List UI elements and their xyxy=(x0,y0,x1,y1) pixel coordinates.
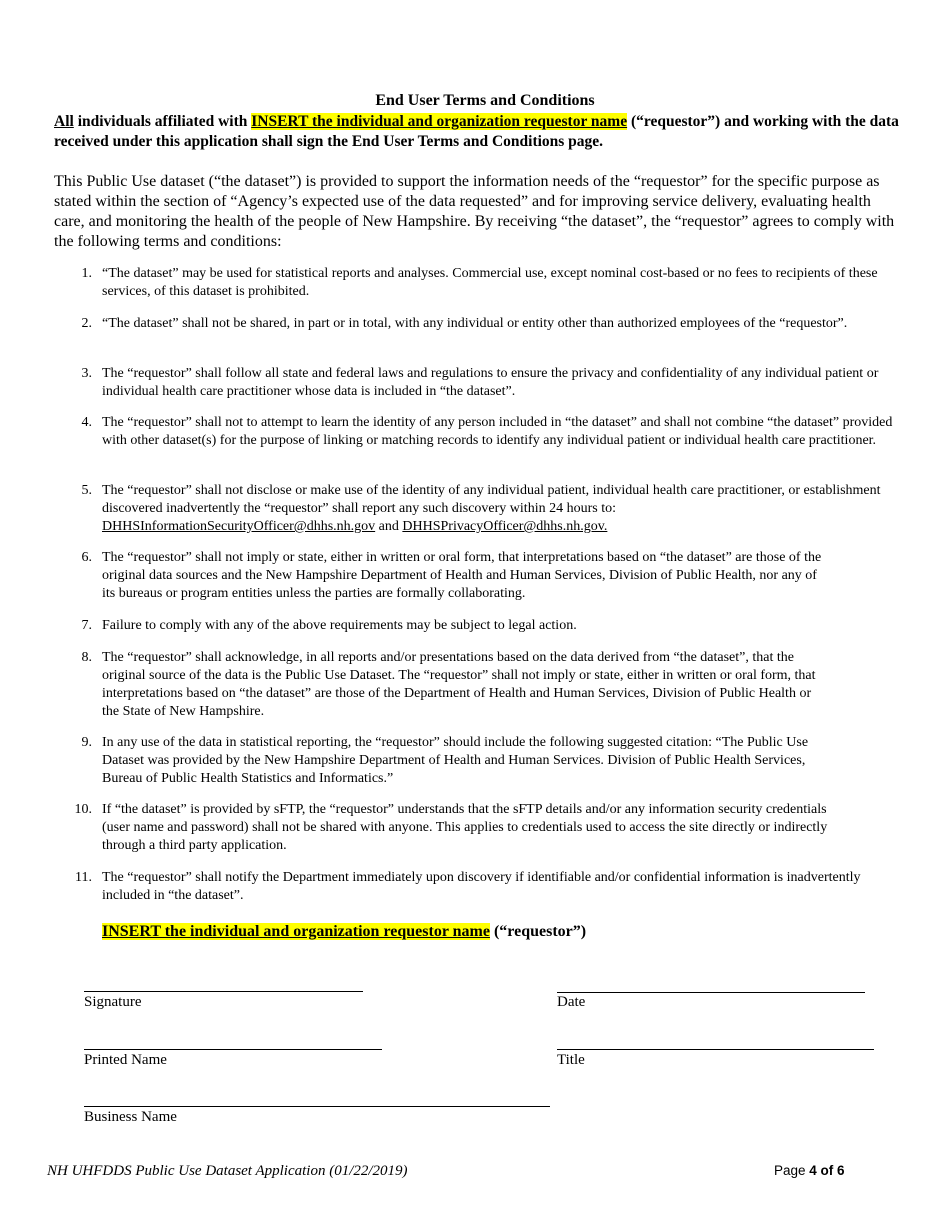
term-number: 1. xyxy=(81,266,92,281)
term-text: The “requestor” shall follow all state and federal laws and regulations to ensure the privacy and confidentiality of any individual patient or individual health care practitioner whose data is included in “the dataset”. xyxy=(102,366,879,399)
term-text: Failure to comply with any of the above requirements may be subject to legal action. xyxy=(102,618,577,633)
requestor-block xyxy=(102,922,586,942)
printed-name-label: Printed Name xyxy=(84,1052,167,1068)
requestor-name-placeholder[interactable]: INSERT the individual and organization requestor name xyxy=(251,113,628,130)
intro-paragraph: This Public Use dataset (“the dataset”) is provided to support the information needs of the “requestor” for the specific purpose as stated within the section of “Agency’s expected use of the data requested” and for improving service delivery, evaluating health care, and monitoring the health of the people of New Hampshire. By receiving “the dataset”, the “requestor” agrees to comply with the following terms and conditions: xyxy=(54,173,895,250)
footer-document-title: NH UHFDDS Public Use Dataset Application (01/22/2019) xyxy=(47,1163,408,1179)
signature-label: Signature xyxy=(84,994,142,1010)
page-number xyxy=(774,1162,845,1180)
term-text: “The dataset” may be used for statistical reports and analyses. Commercial use, except nominal cost-based or no fees to recipients of these services, of this dataset is prohibited. xyxy=(102,266,878,299)
term-5-text: The “requestor” shall not disclose or make use of the identity of any individual patient, individual health care practitioner, or establishment discovered inadvertently the “requestor” shall report any such discovery within 24 hours to: xyxy=(102,483,881,516)
date-line[interactable] xyxy=(557,992,865,993)
intro-statement xyxy=(54,112,904,152)
term-text: The “requestor” shall notify the Department immediately upon discovery if identifiable and/or confidential information is inadvertently included in “the dataset”. xyxy=(102,870,861,903)
term-number: 8. xyxy=(81,650,92,665)
term-number: 3. xyxy=(81,366,92,381)
term-text: In any use of the data in statistical reporting, the “requestor” should include the following suggested citation: “The Public Use Dataset was provided by the New Hampshire Department of Health and Human Services. Division of Public Health Services, Bureau of Public Health Statistics and Informatics.” xyxy=(102,735,809,786)
requestor-name-placeholder-2[interactable]: INSERT the individual and organization requestor name xyxy=(102,923,490,940)
term-number: 7. xyxy=(81,618,92,633)
term-text: If “the dataset” is provided by sFTP, the “requestor” understands that the sFTP details and/or any information security credentials (user name and password) shall not be shared with anyone. This applies to credentials used to access the site directly or indirectly through a third party application. xyxy=(102,802,828,853)
security-officer-email-link[interactable]: DHHSInformationSecurityOfficer@dhhs.nh.gov xyxy=(102,519,376,534)
and-connector: and xyxy=(375,519,403,534)
term-number: 10. xyxy=(74,802,92,817)
term-number: 11. xyxy=(75,870,92,885)
requestor-suffix: (“requestor”) xyxy=(489,923,587,940)
signature-line[interactable] xyxy=(84,991,363,992)
term-text: The “requestor” shall not to attempt to learn the identity of any person included in “the dataset” and shall not combine “the dataset” provided with other dataset(s) for the purpose of linking or matching records to identify any individual patient or individual health care practitioner. xyxy=(102,415,893,448)
page-title: End User Terms and Conditions xyxy=(375,92,595,109)
printed-name-line[interactable] xyxy=(84,1049,382,1050)
business-name-line[interactable] xyxy=(84,1106,550,1107)
term-number: 6. xyxy=(81,550,92,565)
page-word: Page xyxy=(774,1163,810,1178)
title-label: Title xyxy=(557,1052,585,1068)
intro-text-part1: individuals affiliated with xyxy=(73,113,252,130)
term-number: 2. xyxy=(81,316,92,331)
term-number: 9. xyxy=(81,735,92,750)
privacy-officer-email-link[interactable]: DHHSPrivacyOfficer@dhhs.nh.gov. xyxy=(402,519,608,534)
intro-all-word: All xyxy=(54,113,74,130)
term-number: 5. xyxy=(81,483,92,498)
term-number: 4. xyxy=(81,415,92,430)
term-text: The “requestor” shall not imply or state, either in written or oral form, that interpretations based on “the dataset” are those of the original data sources and the New Hampshire Department of Health and Human Services, Division of Public Health, nor any of its bureaus or program entities unless the parties are formally collaborating. xyxy=(102,550,822,601)
term-text xyxy=(102,482,914,536)
page-of: 4 of 6 xyxy=(809,1163,845,1178)
business-name-label: Business Name xyxy=(84,1109,177,1125)
intro-text-part2: (“requestor”) and working with the data received under this application shall sign the End User Terms and Conditions page. xyxy=(54,113,899,150)
term-text: The “requestor” shall acknowledge, in all reports and/or presentations based on the data derived from “the dataset”, that the original source of the data is the Public Use Dataset. The “requestor” shall not imply or state, either in written or oral form, that interpretations based on “the dataset” are those of the Department of Health and Human Services, Division of Public Health or the State of New Hampshire. xyxy=(102,650,816,719)
title-line[interactable] xyxy=(557,1049,874,1050)
date-label: Date xyxy=(557,994,586,1010)
term-text: “The dataset” shall not be shared, in part or in total, with any individual or entity other than authorized employees of the “requestor”. xyxy=(102,316,848,331)
